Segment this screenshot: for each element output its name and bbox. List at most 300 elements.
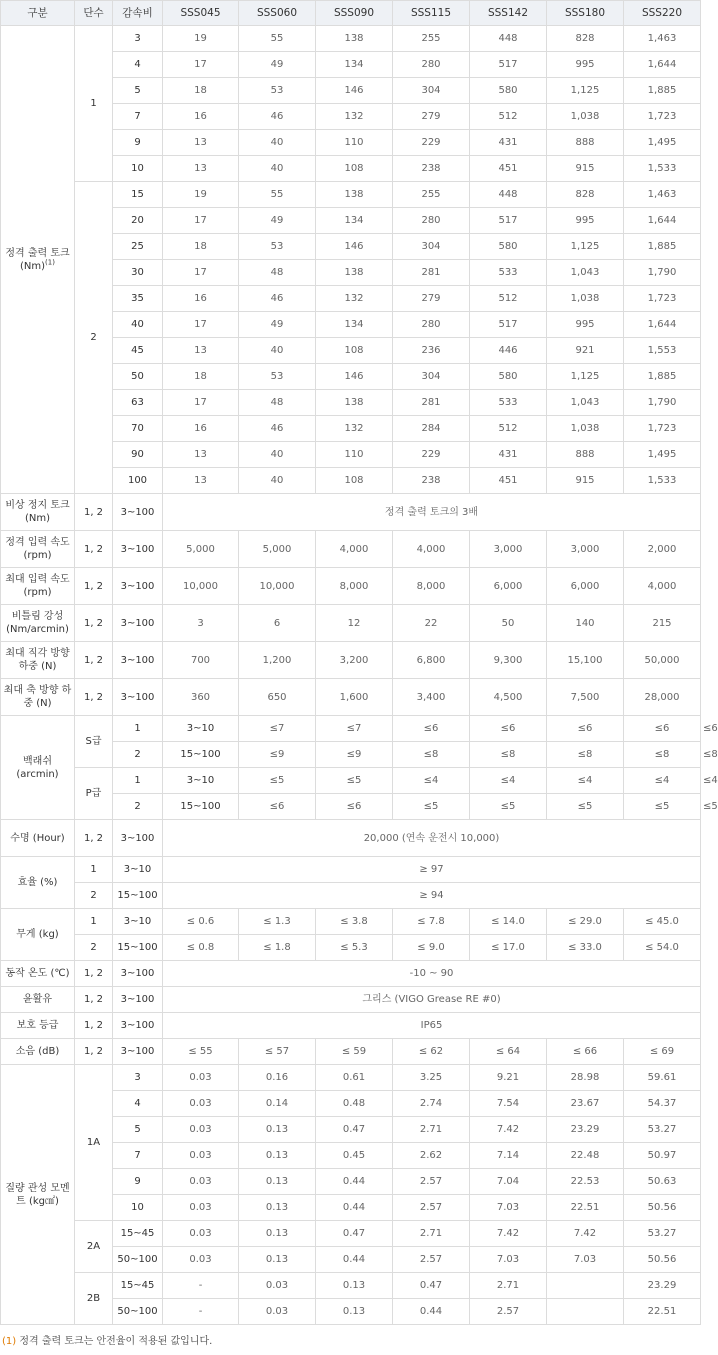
- value-cell: 55: [239, 26, 316, 52]
- value-cell: 6,000: [470, 568, 547, 605]
- value-cell: 1,723: [624, 286, 701, 312]
- protection-row: [1, 1013, 701, 1039]
- value-cell: 50.63: [624, 1169, 701, 1195]
- value-cell: 0.03: [239, 1273, 316, 1299]
- merged-value-cell: ≥ 94: [163, 883, 701, 909]
- value-cell: 22.48: [547, 1143, 624, 1169]
- value-cell: 517: [470, 312, 547, 338]
- value-cell: 1,038: [547, 286, 624, 312]
- value-cell: 360: [163, 679, 239, 716]
- value-cell: 915: [547, 468, 624, 494]
- value-cell: ≤8: [624, 742, 701, 768]
- value-cell: 4,000: [393, 531, 470, 568]
- value-cell: 280: [393, 208, 470, 234]
- value-cell: ≤ 9.0: [393, 935, 470, 961]
- ratio-cell: 3: [113, 26, 163, 52]
- column-header: SSS142: [470, 1, 547, 26]
- value-cell: 238: [393, 156, 470, 182]
- ratio-cell: 3~100: [113, 642, 163, 679]
- ratio-cell: 15: [113, 182, 163, 208]
- value-cell: 2.57: [393, 1247, 470, 1273]
- merged-value-cell: ≥ 97: [163, 857, 701, 883]
- value-cell: 0.14: [239, 1091, 316, 1117]
- value-cell: 146: [316, 78, 393, 104]
- value-cell: 23.67: [547, 1091, 624, 1117]
- stage-cell: 1: [113, 768, 163, 794]
- value-cell: 10,000: [163, 568, 239, 605]
- value-cell: 0.13: [239, 1195, 316, 1221]
- lifetime-row: [1, 820, 701, 857]
- value-cell: 0.47: [316, 1117, 393, 1143]
- stage-cell: 2: [113, 742, 163, 768]
- merged-value-cell: 정격 출력 토크의 3배: [163, 494, 701, 531]
- value-cell: ≤8: [470, 742, 547, 768]
- value-cell: 1,125: [547, 364, 624, 390]
- stage-cell: 1, 2: [75, 961, 113, 987]
- stage-cell: 1, 2: [75, 820, 113, 857]
- value-cell: 40: [239, 156, 316, 182]
- value-cell: 0.48: [316, 1091, 393, 1117]
- value-cell: 229: [393, 442, 470, 468]
- ratio-cell: 5: [113, 78, 163, 104]
- value-cell: 3: [163, 605, 239, 642]
- value-cell: [547, 1273, 624, 1299]
- ratio-cell: 3~100: [113, 568, 163, 605]
- ratio-cell: 7: [113, 1143, 163, 1169]
- ratio-cell: 15~100: [163, 742, 239, 768]
- ratio-cell: 3~100: [113, 494, 163, 531]
- ratio-cell: 45: [113, 338, 163, 364]
- value-cell: 1,644: [624, 208, 701, 234]
- value-cell: 16: [163, 416, 239, 442]
- value-cell: 238: [393, 468, 470, 494]
- value-cell: 1,790: [624, 390, 701, 416]
- value-cell: 17: [163, 208, 239, 234]
- torsional_rigidity-row: [1, 605, 701, 642]
- value-cell: 215: [624, 605, 701, 642]
- stage-cell: 2B: [75, 1273, 113, 1325]
- value-cell: ≤ 57: [239, 1039, 316, 1065]
- ratio-cell: 70: [113, 416, 163, 442]
- value-cell: 580: [470, 364, 547, 390]
- max_axial_load-row: [1, 679, 701, 716]
- value-cell: 2.71: [393, 1117, 470, 1143]
- value-cell: 110: [316, 130, 393, 156]
- ratio-cell: 25: [113, 234, 163, 260]
- value-cell: 1,600: [316, 679, 393, 716]
- value-cell: 5,000: [239, 531, 316, 568]
- value-cell: 0.03: [163, 1091, 239, 1117]
- value-cell: 281: [393, 260, 470, 286]
- value-cell: 134: [316, 208, 393, 234]
- value-cell: 1,043: [547, 260, 624, 286]
- value-cell: 888: [547, 130, 624, 156]
- value-cell: 132: [316, 416, 393, 442]
- value-cell: 0.13: [316, 1299, 393, 1325]
- value-cell: 2.62: [393, 1143, 470, 1169]
- column-header: SSS090: [316, 1, 393, 26]
- stage-cell: 1, 2: [75, 987, 113, 1013]
- value-cell: 7.03: [470, 1247, 547, 1273]
- backlash-row: 2 15~100 ≤9 ≤9 ≤8 ≤8 ≤8 ≤8 ≤8: [1, 742, 701, 768]
- value-cell: ≤9: [239, 742, 316, 768]
- value-cell: 0.44: [393, 1299, 470, 1325]
- value-cell: 55: [239, 182, 316, 208]
- value-cell: 1,723: [624, 104, 701, 130]
- value-cell: 2.57: [393, 1195, 470, 1221]
- value-cell: ≤ 5.3: [316, 935, 393, 961]
- value-cell: 53: [239, 78, 316, 104]
- value-cell: 1,495: [624, 442, 701, 468]
- value-cell: 888: [547, 442, 624, 468]
- value-cell: 0.03: [239, 1299, 316, 1325]
- inertia-row: [1, 1273, 701, 1299]
- value-cell: 23.29: [624, 1273, 701, 1299]
- value-cell: 19: [163, 182, 239, 208]
- inertia-row: [1, 1221, 701, 1247]
- ratio-cell: 3~100: [113, 1039, 163, 1065]
- ratio-cell: 50~100: [113, 1299, 163, 1325]
- value-cell: 0.03: [163, 1065, 239, 1091]
- value-cell: 9,300: [470, 642, 547, 679]
- torque-row: [1, 182, 701, 208]
- value-cell: 2.57: [470, 1299, 547, 1325]
- value-cell: 431: [470, 442, 547, 468]
- value-cell: 0.44: [316, 1169, 393, 1195]
- value-cell: 53.27: [624, 1221, 701, 1247]
- value-cell: 28.98: [547, 1065, 624, 1091]
- value-cell: 1,885: [624, 78, 701, 104]
- value-cell: 2.71: [470, 1273, 547, 1299]
- merged-value-cell: 20,000 (연속 운전시 10,000): [163, 820, 701, 857]
- ratio-cell: 3~100: [113, 605, 163, 642]
- stage-cell: 1: [75, 909, 113, 935]
- value-cell: 7,500: [547, 679, 624, 716]
- value-cell: 255: [393, 26, 470, 52]
- value-cell: 0.45: [316, 1143, 393, 1169]
- value-cell: ≤ 0.8: [163, 935, 239, 961]
- value-cell: 1,495: [624, 130, 701, 156]
- value-cell: 7.04: [470, 1169, 547, 1195]
- value-cell: 53: [239, 364, 316, 390]
- value-cell: 0.44: [316, 1247, 393, 1273]
- lubricant-row: [1, 987, 701, 1013]
- value-cell: 7.42: [547, 1221, 624, 1247]
- max-axial-load-label: 최대 축 방향 하중 (N): [1, 679, 75, 716]
- value-cell: 54.37: [624, 1091, 701, 1117]
- inertia-label: 질량 관성 모멘트 (kg㎠): [1, 1065, 75, 1325]
- ratio-cell: 15~45: [113, 1273, 163, 1299]
- value-cell: 0.03: [163, 1143, 239, 1169]
- value-cell: 1,885: [624, 234, 701, 260]
- value-cell: 5,000: [163, 531, 239, 568]
- ratio-cell: 30: [113, 260, 163, 286]
- value-cell: 22: [393, 605, 470, 642]
- value-cell: 1,533: [624, 156, 701, 182]
- value-cell: 134: [316, 312, 393, 338]
- value-cell: 49: [239, 312, 316, 338]
- ratio-cell: 3~100: [113, 679, 163, 716]
- value-cell: 1,723: [624, 416, 701, 442]
- ratio-cell: 3~10: [113, 909, 163, 935]
- value-cell: ≤5: [624, 794, 701, 820]
- value-cell: 140: [547, 605, 624, 642]
- ratio-cell: 3: [113, 1065, 163, 1091]
- value-cell: 10,000: [239, 568, 316, 605]
- lubricant-label: 윤활유: [1, 987, 75, 1013]
- value-cell: 16: [163, 286, 239, 312]
- value-cell: 40: [239, 338, 316, 364]
- value-cell: ≤5: [470, 794, 547, 820]
- value-cell: -: [163, 1273, 239, 1299]
- value-cell: 40: [239, 130, 316, 156]
- value-cell: 0.03: [163, 1247, 239, 1273]
- value-cell: 50,000: [624, 642, 701, 679]
- value-cell: 53.27: [624, 1117, 701, 1143]
- value-cell: 304: [393, 364, 470, 390]
- value-cell: 17: [163, 312, 239, 338]
- ratio-cell: 3~10: [163, 768, 239, 794]
- value-cell: 281: [393, 390, 470, 416]
- value-cell: ≤6: [316, 794, 393, 820]
- value-cell: 1,644: [624, 312, 701, 338]
- value-cell: 0.03: [163, 1195, 239, 1221]
- stage-cell: 1A: [75, 1065, 113, 1221]
- value-cell: ≤ 7.8: [393, 909, 470, 935]
- value-cell: 229: [393, 130, 470, 156]
- value-cell: 18: [163, 364, 239, 390]
- merged-value-cell: IP65: [163, 1013, 701, 1039]
- value-cell: 0.13: [239, 1221, 316, 1247]
- operating_temp-row: [1, 961, 701, 987]
- value-cell: 9.21: [470, 1065, 547, 1091]
- ratio-cell: 15~100: [113, 935, 163, 961]
- value-cell: ≤ 14.0: [470, 909, 547, 935]
- ratio-cell: 100: [113, 468, 163, 494]
- ratio-cell: 5: [113, 1117, 163, 1143]
- value-cell: 53: [239, 234, 316, 260]
- value-cell: 49: [239, 208, 316, 234]
- value-cell: ≤ 62: [393, 1039, 470, 1065]
- backlash-row: 2 15~100 ≤6 ≤6 ≤5 ≤5 ≤5 ≤5 ≤5: [1, 794, 701, 820]
- value-cell: 16: [163, 104, 239, 130]
- value-cell: 236: [393, 338, 470, 364]
- value-cell: 446: [470, 338, 547, 364]
- protection-label: 보호 등급: [1, 1013, 75, 1039]
- column-header: SSS060: [239, 1, 316, 26]
- value-cell: 108: [316, 156, 393, 182]
- grade-cell: S급: [75, 716, 113, 768]
- stage-cell: 2: [75, 935, 113, 961]
- column-header: 단수: [75, 1, 113, 26]
- merged-value-cell: 그리스 (VIGO Grease RE #0): [163, 987, 701, 1013]
- value-cell: 132: [316, 286, 393, 312]
- value-cell: ≤8: [547, 742, 624, 768]
- value-cell: ≤5: [316, 768, 393, 794]
- value-cell: ≤ 55: [163, 1039, 239, 1065]
- value-cell: 48: [239, 390, 316, 416]
- value-cell: 46: [239, 104, 316, 130]
- value-cell: 7.03: [470, 1195, 547, 1221]
- value-cell: 138: [316, 260, 393, 286]
- value-cell: 533: [470, 260, 547, 286]
- efficiency-label: 효율 (%): [1, 857, 75, 909]
- value-cell: 431: [470, 130, 547, 156]
- value-cell: 0.13: [239, 1247, 316, 1273]
- value-cell: 1,533: [624, 468, 701, 494]
- value-cell: ≤5: [393, 794, 470, 820]
- value-cell: 17: [163, 390, 239, 416]
- value-cell: ≤7: [239, 716, 316, 742]
- value-cell: 0.03: [163, 1221, 239, 1247]
- stage-cell: 1, 2: [75, 1039, 113, 1065]
- value-cell: 13: [163, 468, 239, 494]
- value-cell: 7.03: [547, 1247, 624, 1273]
- value-cell: 1,463: [624, 26, 701, 52]
- value-cell: 50.56: [624, 1247, 701, 1273]
- rated_input_speed-row: [1, 531, 701, 568]
- value-cell: ≤9: [316, 742, 393, 768]
- value-cell: ≤ 29.0: [547, 909, 624, 935]
- value-cell: 7.54: [470, 1091, 547, 1117]
- value-cell: 700: [163, 642, 239, 679]
- value-cell: 4,500: [470, 679, 547, 716]
- value-cell: 49: [239, 52, 316, 78]
- stage-cell: 1, 2: [75, 568, 113, 605]
- rated-torque-label-text: 정격 출력 토크 (Nm): [5, 247, 70, 272]
- ratio-cell: 4: [113, 52, 163, 78]
- value-cell: 512: [470, 104, 547, 130]
- value-cell: ≤ 66: [547, 1039, 624, 1065]
- value-cell: 0.47: [316, 1221, 393, 1247]
- value-cell: ≤ 1.8: [239, 935, 316, 961]
- value-cell: 15,100: [547, 642, 624, 679]
- stage-cell: 2: [75, 883, 113, 909]
- value-cell: ≤4: [393, 768, 470, 794]
- value-cell: 451: [470, 468, 547, 494]
- stage-cell: 1, 2: [75, 531, 113, 568]
- footnote-text: 정격 출력 토크는 안전율이 적용된 값입니다.: [19, 1336, 213, 1347]
- value-cell: 280: [393, 312, 470, 338]
- value-cell: 304: [393, 234, 470, 260]
- column-header: SSS180: [547, 1, 624, 26]
- stage-cell: 2: [113, 794, 163, 820]
- value-cell: 1,553: [624, 338, 701, 364]
- value-cell: 22.53: [547, 1169, 624, 1195]
- value-cell: 7.14: [470, 1143, 547, 1169]
- stage-cell: 1, 2: [75, 494, 113, 531]
- value-cell: 138: [316, 26, 393, 52]
- weight-row: [1, 935, 701, 961]
- value-cell: 580: [470, 234, 547, 260]
- ratio-cell: 63: [113, 390, 163, 416]
- value-cell: 108: [316, 338, 393, 364]
- value-cell: 6,800: [393, 642, 470, 679]
- value-cell: 533: [470, 390, 547, 416]
- backlash-row: 백래쉬 (arcmin) S급 1 3~10 ≤7 ≤7 ≤6 ≤6 ≤6 ≤6 ≤6: [1, 716, 701, 742]
- ratio-cell: 7: [113, 104, 163, 130]
- value-cell: 108: [316, 468, 393, 494]
- value-cell: 17: [163, 260, 239, 286]
- value-cell: 12: [316, 605, 393, 642]
- value-cell: 28,000: [624, 679, 701, 716]
- noise-label: 소음 (dB): [1, 1039, 75, 1065]
- value-cell: 580: [470, 78, 547, 104]
- value-cell: 6: [239, 605, 316, 642]
- value-cell: 280: [393, 52, 470, 78]
- stage-cell: 2A: [75, 1221, 113, 1273]
- stage-cell: 1, 2: [75, 605, 113, 642]
- max-radial-load-label: 최대 직각 방향 하중 (N): [1, 642, 75, 679]
- value-cell: 18: [163, 78, 239, 104]
- value-cell: 138: [316, 182, 393, 208]
- rated-torque-label: [1, 26, 75, 494]
- ratio-cell: 9: [113, 1169, 163, 1195]
- ratio-cell: 15~45: [113, 1221, 163, 1247]
- value-cell: 3,000: [547, 531, 624, 568]
- value-cell: 8,000: [316, 568, 393, 605]
- value-cell: 1,463: [624, 182, 701, 208]
- stage-cell: 2: [75, 182, 113, 494]
- value-cell: ≤6: [624, 716, 701, 742]
- value-cell: 3,400: [393, 679, 470, 716]
- value-cell: 828: [547, 26, 624, 52]
- value-cell: 59.61: [624, 1065, 701, 1091]
- table-header-row: [1, 1, 701, 26]
- stage-cell: 1, 2: [75, 642, 113, 679]
- column-header: SSS220: [624, 1, 701, 26]
- value-cell: 512: [470, 416, 547, 442]
- value-cell: ≤5: [239, 768, 316, 794]
- ratio-cell: 50~100: [113, 1247, 163, 1273]
- value-cell: 22.51: [547, 1195, 624, 1221]
- value-cell: ≤6: [393, 716, 470, 742]
- backlash-label: 백래쉬 (arcmin): [1, 716, 75, 820]
- value-cell: 279: [393, 104, 470, 130]
- value-cell: 4,000: [624, 568, 701, 605]
- value-cell: ≤ 59: [316, 1039, 393, 1065]
- value-cell: 448: [470, 182, 547, 208]
- value-cell: 13: [163, 338, 239, 364]
- value-cell: 512: [470, 286, 547, 312]
- ratio-cell: 9: [113, 130, 163, 156]
- value-cell: 8,000: [393, 568, 470, 605]
- value-cell: 4,000: [316, 531, 393, 568]
- value-cell: 13: [163, 130, 239, 156]
- value-cell: ≤ 0.6: [163, 909, 239, 935]
- value-cell: 110: [316, 442, 393, 468]
- value-cell: 1,644: [624, 52, 701, 78]
- value-cell: 7.42: [470, 1117, 547, 1143]
- column-header: 감속비: [113, 1, 163, 26]
- value-cell: 2.71: [393, 1221, 470, 1247]
- ratio-cell: 15~100: [163, 794, 239, 820]
- max_radial_load-row: [1, 642, 701, 679]
- column-header: SSS045: [163, 1, 239, 26]
- value-cell: 134: [316, 52, 393, 78]
- value-cell: 3,000: [470, 531, 547, 568]
- value-cell: 650: [239, 679, 316, 716]
- ratio-cell: 40: [113, 312, 163, 338]
- value-cell: 517: [470, 52, 547, 78]
- value-cell: 451: [470, 156, 547, 182]
- lifetime-label: 수명 (Hour): [1, 820, 75, 857]
- rated-input-speed-label: 정격 입력 속도 (rpm): [1, 531, 75, 568]
- value-cell: 19: [163, 26, 239, 52]
- value-cell: 0.61: [316, 1065, 393, 1091]
- value-cell: ≤4: [470, 768, 547, 794]
- value-cell: 1,125: [547, 78, 624, 104]
